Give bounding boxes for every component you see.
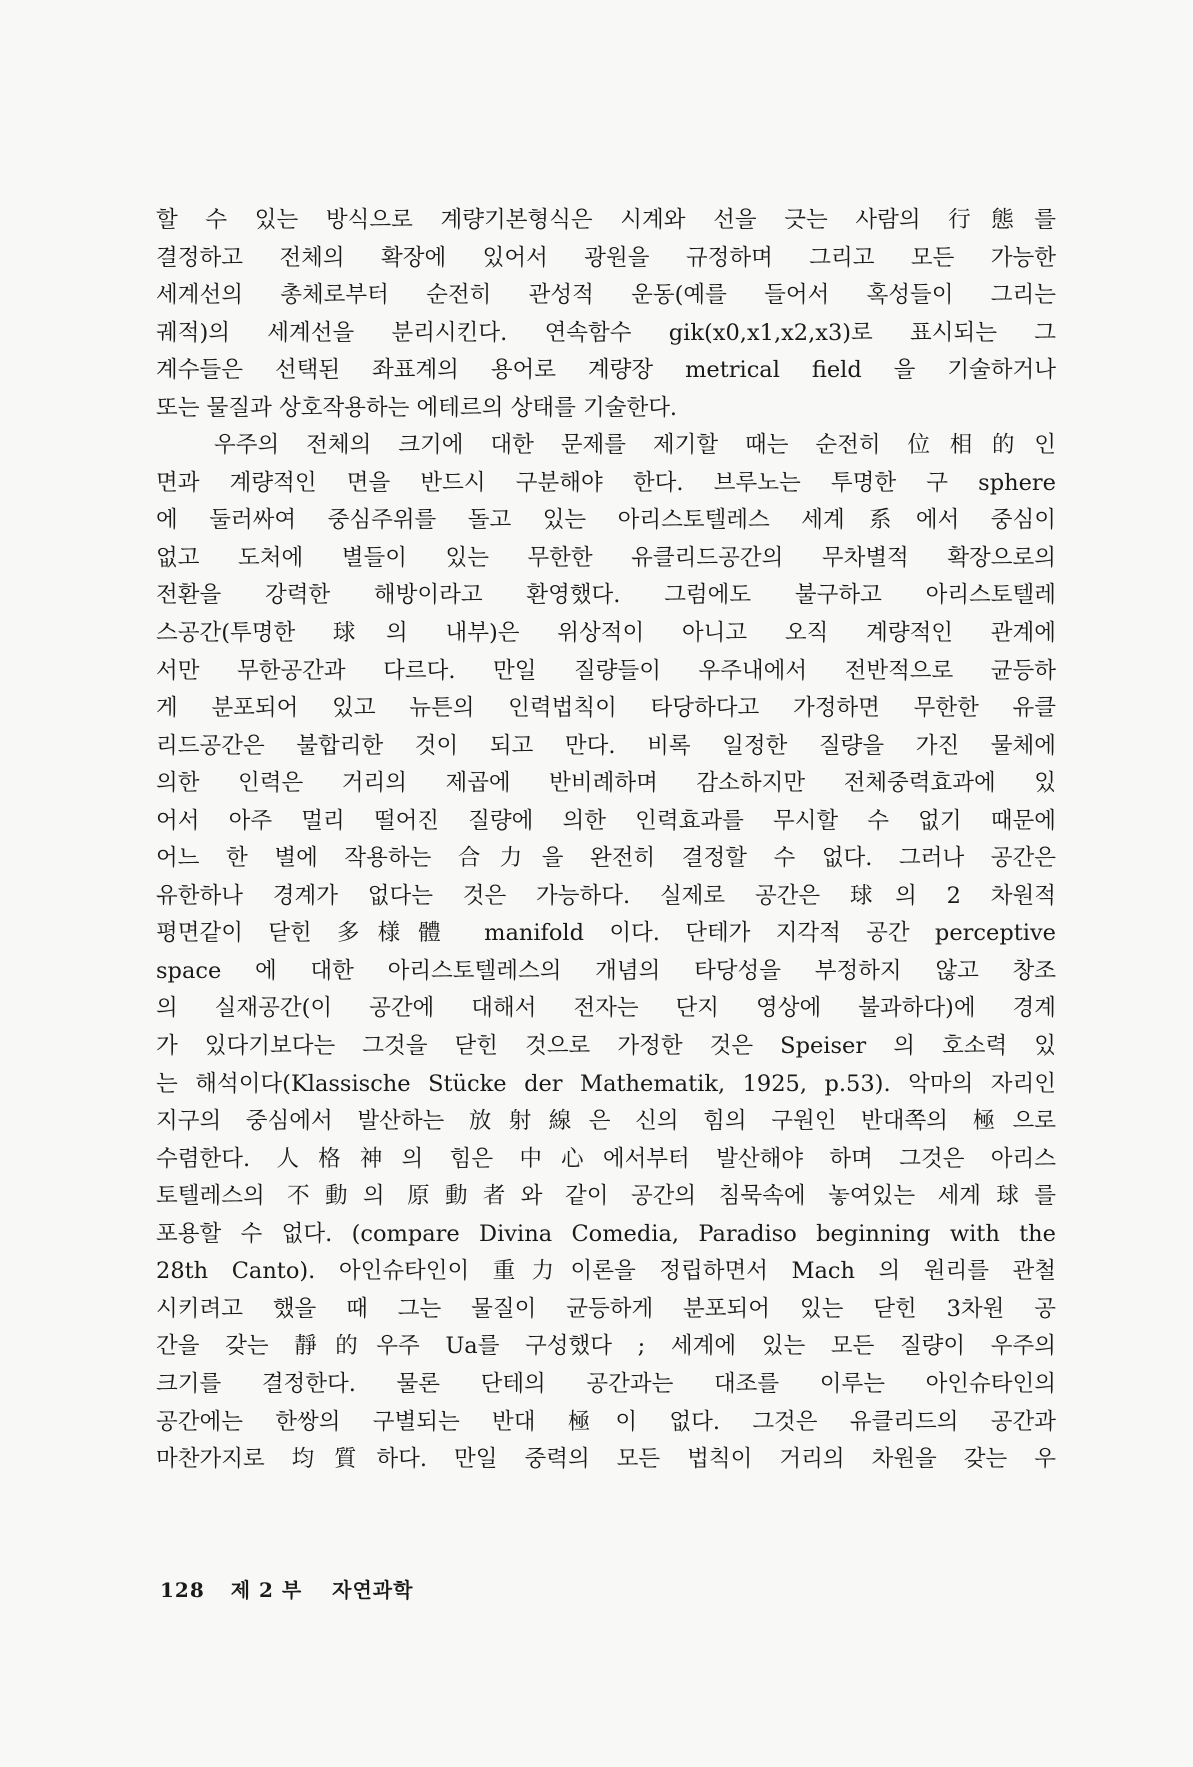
text-line: 어느 한 별에 작용하는 合力을 완전히 결정할 수 없다. 그러나 공간은 xyxy=(156,845,1056,872)
text-line: 평면같이 닫힌 多様體 manifold 이다. 단테가 지각적 공간 perceptive xyxy=(156,920,1056,947)
text-line: 는 해석이다(Klassische Stücke der Mathematik, 1925, p.53). 악마의 자리인 xyxy=(156,1070,1056,1097)
text-line: 스공간(투명한 球의 내부)은 위상적이 아니고 오직 계량적인 관계에 xyxy=(156,620,1056,647)
text-line: 어서 아주 멀리 떨어진 질량에 의한 인력효과를 무시할 수 없기 때문에 xyxy=(156,807,1056,834)
text-line: 토텔레스의 不動의 原動者와 같이 공간의 침묵속에 놓여있는 세계球를 xyxy=(156,1183,1056,1210)
text-line: 게 분포되어 있고 뉴튼의 인력법칙이 타당하다고 가정하면 무한한 유클 xyxy=(156,695,1056,722)
text-line: 결정하고 전체의 확장에 있어서 광원을 규정하며 그리고 모든 가능한 xyxy=(156,244,1056,271)
text-line: 의한 인력은 거리의 제곱에 반비례하며 감소하지만 전체중력효과에 있 xyxy=(156,770,1056,797)
text-line: 리드공간은 불합리한 것이 되고 만다. 비록 일정한 질량을 가진 물체에 xyxy=(156,732,1056,759)
text-line: 없고 도처에 별들이 있는 무한한 유클리드공간의 무차별적 확장으로의 xyxy=(156,544,1056,571)
text-line: 전환을 강력한 해방이라고 환영했다. 그럼에도 불구하고 아리스토텔레 xyxy=(156,582,1056,609)
text-line: 계수들은 선택된 좌표계의 용어로 계량장 metrical field 을 기술하거나 xyxy=(156,357,1056,384)
text-line: 의 실재공간(이 공간에 대해서 전자는 단지 영상에 불과하다)에 경계 xyxy=(156,995,1056,1022)
text-line: 에 둘러싸여 중심주위를 돌고 있는 아리스토텔레스 세계系에서 중심이 xyxy=(156,507,1056,534)
text-line: 서만 무한공간과 다르다. 만일 질량들이 우주내에서 전반적으로 균등하 xyxy=(156,657,1056,684)
text-line: 포용할 수 없다. (compare Divina Comedia, Paradiso beginning with the xyxy=(156,1220,1056,1247)
page-footer xyxy=(160,1574,413,1603)
text-line: 세계선의 총체로부터 순전히 관성적 운동(예를 들어서 혹성들이 그리는 xyxy=(156,282,1056,309)
section-title: 자연과학 xyxy=(332,1578,414,1602)
text-line: space 에 대한 아리스토텔레스의 개념의 타당성을 부정하지 않고 창조 xyxy=(156,957,1056,984)
part-label: 제 2 부 xyxy=(230,1578,303,1602)
text-line: 28th Canto). 아인슈타인이 重力이론을 정립하면서 Mach 의 원리를 관철 xyxy=(156,1258,1056,1285)
text-line: 지구의 중심에서 발산하는 放射線은 신의 힘의 구원인 반대쪽의 極으로 xyxy=(156,1108,1056,1135)
body-text xyxy=(156,202,1056,1479)
text-line: 가 있다기보다는 그것을 닫힌 것으로 가정한 것은 Speiser 의 호소력 있 xyxy=(156,1033,1056,1060)
text-line: 우주의 전체의 크기에 대한 문제를 제기할 때는 순전히 位相的인 xyxy=(214,432,1056,459)
text-line: 수렴한다. 人格神의 힘은 中心에서부터 발산해야 하며 그것은 아리스 xyxy=(156,1145,1056,1172)
text-line: 간을 갖는 靜的우주 Ua를 구성했다 ; 세계에 있는 모든 질량이 우주의 xyxy=(156,1333,1056,1360)
text-line: 크기를 결정한다. 물론 단테의 공간과는 대조를 이루는 아인슈타인의 xyxy=(156,1370,1056,1397)
text-line: 마찬가지로 均質하다. 만일 중력의 모든 법칙이 거리의 차원을 갖는 우 xyxy=(156,1446,1056,1473)
text-line: 시키려고 했을 때 그는 물질이 균등하게 분포되어 있는 닫힌 3차원 공 xyxy=(156,1295,1056,1322)
text-line: 공간에는 한쌍의 구별되는 반대 極이 없다. 그것은 유클리드의 공간과 xyxy=(156,1408,1056,1435)
text-line: 면과 계량적인 면을 반드시 구분해야 한다. 브루노는 투명한 구 sphere xyxy=(156,469,1056,496)
text-line: 유한하나 경계가 없다는 것은 가능하다. 실제로 공간은 球의 2 차원적 xyxy=(156,882,1056,909)
page-number: 128 xyxy=(160,1578,205,1602)
text-line: 할 수 있는 방식으로 계량기본형식은 시계와 선을 긋는 사람의 行態를 xyxy=(156,207,1056,233)
text-line: 궤적)의 세계선을 분리시킨다. 연속함수 gik(x0,x1,x2,x3)로 표시되는 그 xyxy=(156,319,1056,346)
text-line: 또는 물질과 상호작용하는 에테르의 상태를 기술한다. xyxy=(156,394,678,421)
